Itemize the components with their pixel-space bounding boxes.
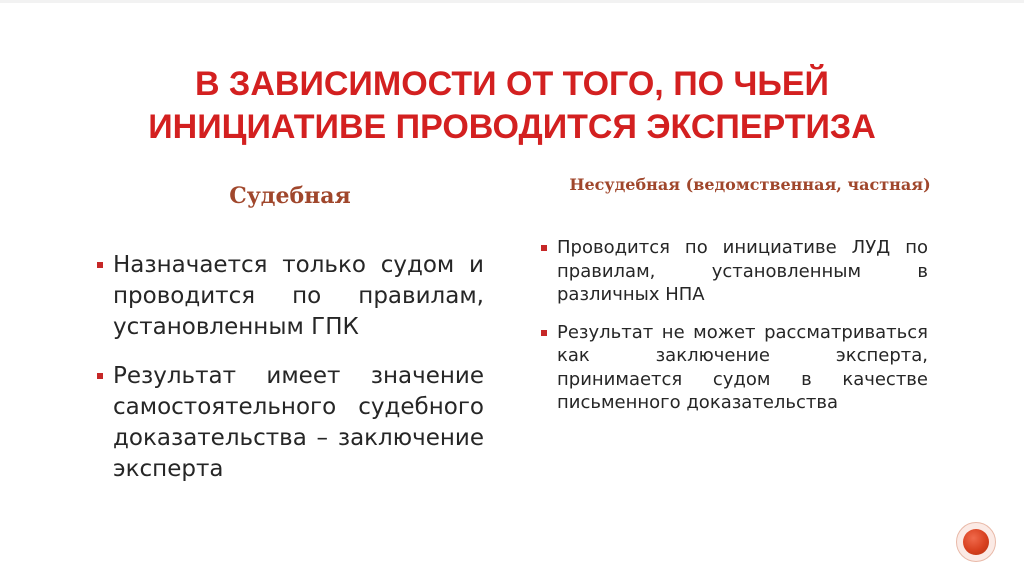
top-divider [0, 0, 1024, 3]
bullet-item [96, 250, 484, 343]
square-bullet-icon [541, 330, 547, 336]
non-judicial-bullet-list [540, 236, 928, 429]
bullet-text: Назначается только судом и проводится по правилам, установленным ГПК [113, 252, 484, 340]
bullet-item [96, 361, 484, 485]
square-bullet-icon [97, 373, 103, 379]
slide-title: В ЗАВИСИМОСТИ ОТ ТОГО, ПО ЧЬЕЙ ИНИЦИАТИВЕ ПРОВОДИТСЯ ЭКСПЕРТИЗА [148, 65, 876, 146]
column-header-non-judicial: Несудебная (ведомственная, частная) [569, 175, 931, 194]
bullet-text: Результат не может рассматриваться как заключение эксперта, принимается судом в качестве письменного доказательства [557, 321, 928, 413]
slide-nav-button[interactable] [956, 522, 996, 562]
bullet-item [540, 236, 928, 307]
square-bullet-icon [97, 262, 103, 268]
column-header-judicial: Судебная [229, 183, 351, 209]
judicial-bullet-list [96, 250, 484, 503]
bullet-text: Проводится по инициативе ЛУД по правилам, установленным в различных НПА [557, 237, 928, 305]
bullet-item [540, 321, 928, 415]
bullet-text: Результат имеет значение самостоятельного судебного доказательства – заключение эксперта [113, 363, 484, 482]
square-bullet-icon [541, 245, 547, 251]
circle-nav-icon [963, 529, 989, 555]
